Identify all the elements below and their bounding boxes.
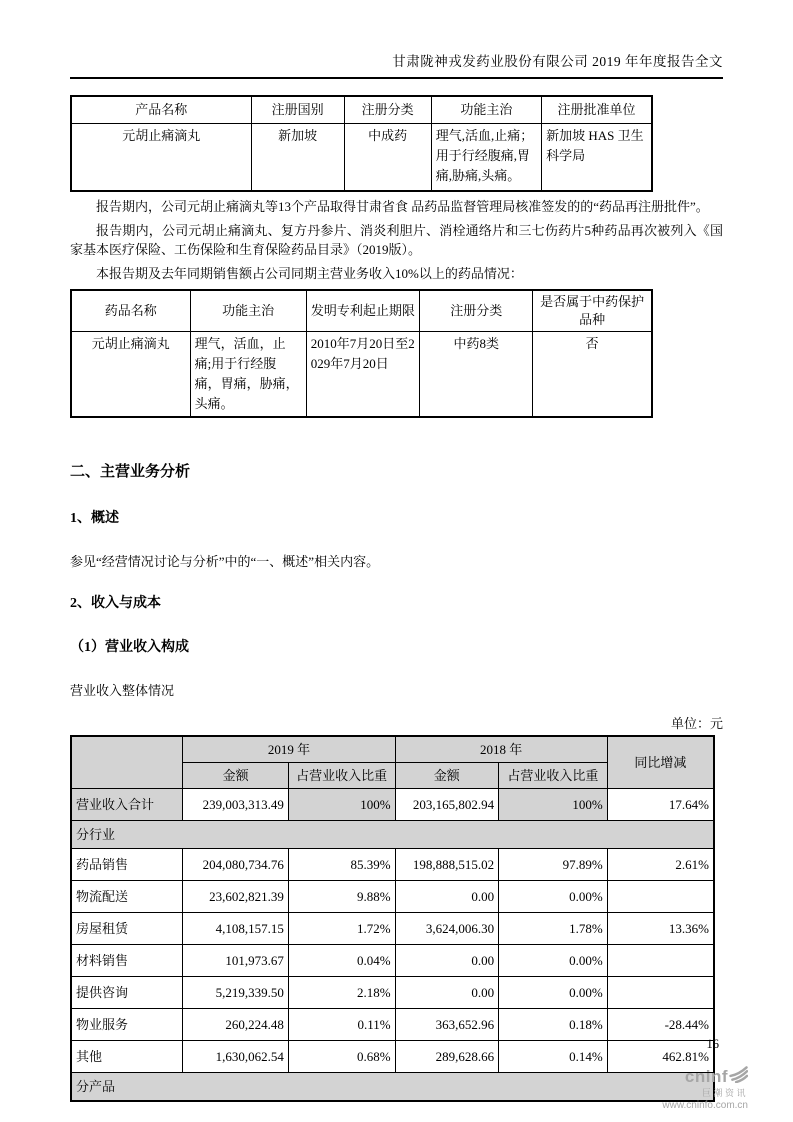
section-row — [71, 1073, 714, 1102]
cell-value: 101,973.67 — [183, 945, 288, 977]
revenue-table-caption: 营业收入整体情况 — [70, 683, 175, 698]
cell-value: 13.36% — [607, 913, 714, 945]
cell-value: 462.81% — [607, 1041, 714, 1073]
cell-value: 0.00 — [395, 881, 499, 913]
table-cell: 否 — [533, 332, 652, 418]
paragraph-drug-over-10pct: 本报告期及去年同期销售额占公司同期主营业务收入10%以上的药品情况： — [96, 266, 523, 281]
cell-value: 0.04% — [288, 945, 395, 977]
cell-value: 97.89% — [499, 849, 608, 881]
cell-value: 198,888,515.02 — [395, 849, 499, 881]
revenue-row — [71, 1041, 714, 1073]
cell-value: 0.00% — [499, 945, 608, 977]
column-group-2018: 2018 年 — [395, 736, 607, 763]
cell-value: 4,108,157.15 — [183, 913, 288, 945]
table-cell: 理气，活血，止痛;用于行经腹痛，胃痛，胁痛，头痛。 — [190, 332, 306, 418]
cell-value: 0.68% — [288, 1041, 395, 1073]
table-cell: 2010年7月20日至2029年7月20日 — [306, 332, 419, 418]
table-row — [71, 332, 652, 418]
table-cell: 新加坡 — [251, 124, 344, 192]
revenue-row — [71, 977, 714, 1009]
section-row — [71, 821, 714, 849]
logo-row — [662, 1066, 748, 1087]
cell-value — [607, 977, 714, 1009]
table-cell: 中成药 — [344, 124, 431, 192]
cell-value: 1.72% — [288, 913, 395, 945]
cell-value: 2.18% — [288, 977, 395, 1009]
cell-value: 2.61% — [607, 849, 714, 881]
row-label: 物流配送 — [71, 881, 183, 913]
corner-blank-cell — [71, 736, 183, 789]
table-cell: 中药8类 — [420, 332, 533, 418]
column-header: 注册国别 — [251, 96, 344, 124]
table-cell: 理气,活血,止痛；用于行经腹痛,胃痛,胁痛,头痛。 — [431, 124, 541, 192]
logo-chinese-name: 巨潮资讯 — [701, 1088, 748, 1098]
column-header-share-2019: 占营业收入比重 — [288, 763, 395, 789]
revenue-row — [71, 789, 714, 821]
cell-value: 1,630,062.54 — [183, 1041, 288, 1073]
table-row — [71, 124, 652, 192]
cninfo-logo — [662, 1066, 748, 1111]
cell-value: 0.18% — [499, 1009, 608, 1041]
column-header: 产品名称 — [71, 96, 251, 124]
subsection-heading-overview: 1、概述 — [70, 511, 119, 526]
cell-value: 204,080,734.76 — [183, 849, 288, 881]
row-label: 药品销售 — [71, 849, 183, 881]
table-header-row — [71, 736, 714, 763]
column-header: 注册批准单位 — [542, 96, 652, 124]
row-label: 房屋租赁 — [71, 913, 183, 945]
row-label: 提供咨询 — [71, 977, 183, 1009]
paragraph-reregistration: 报告期内，公司元胡止痛滴丸等13个产品取得甘肃省食 品药品监督管理局核准签发的的“药品再注册批件”。 — [96, 199, 709, 214]
page-number: 16 — [706, 1037, 719, 1051]
column-header: 注册分类 — [344, 96, 431, 124]
subsection-heading-revenue-cost: 2、收入与成本 — [70, 596, 161, 611]
unit-label: 单位：元 — [670, 716, 723, 731]
cell-value: 0.11% — [288, 1009, 395, 1041]
cell-value: 3,624,006.30 — [395, 913, 499, 945]
revenue-row — [71, 1009, 714, 1041]
column-header: 发明专利起止期限 — [306, 290, 419, 332]
swirl-icon — [729, 1066, 748, 1087]
cell-value: 289,628.66 — [395, 1041, 499, 1073]
column-header: 是否属于中药保护品种 — [533, 290, 652, 332]
column-header-amount-2019: 金额 — [183, 763, 288, 789]
cell-value: 363,652.96 — [395, 1009, 499, 1041]
cell-value: 0.14% — [499, 1041, 608, 1073]
column-header: 功能主治 — [431, 96, 541, 124]
cell-value: 100% — [499, 789, 608, 821]
column-header: 药品名称 — [71, 290, 190, 332]
column-header: 功能主治 — [190, 290, 306, 332]
table-cell: 新加坡 HAS 卫生科学局 — [542, 124, 652, 192]
section-heading-main-business: 二、主营业务分析 — [70, 464, 191, 480]
column-header-share-2018: 占营业收入比重 — [499, 763, 608, 789]
column-header: 注册分类 — [420, 290, 533, 332]
row-label: 物业服务 — [71, 1009, 183, 1041]
cell-value: 0.00% — [499, 977, 608, 1009]
revenue-composition-table — [70, 735, 715, 1102]
logo-wordmark: cninf — [684, 1067, 728, 1086]
revenue-row — [71, 945, 714, 977]
page-header-title: 甘肃陇神戎发药业股份有限公司 2019 年年度报告全文 — [70, 50, 723, 79]
revenue-row — [71, 849, 714, 881]
cell-value: 85.39% — [288, 849, 395, 881]
cell-value: -28.44% — [607, 1009, 714, 1041]
section-label: 分行业 — [71, 821, 714, 849]
cell-value: 0.00 — [395, 945, 499, 977]
table-header-row — [71, 290, 652, 332]
section-label: 分产品 — [71, 1073, 714, 1102]
cell-value: 5,219,339.50 — [183, 977, 288, 1009]
cell-value: 239,003,313.49 — [183, 789, 288, 821]
cell-value: 0.00% — [499, 881, 608, 913]
row-label: 其他 — [71, 1041, 183, 1073]
column-header-amount-2018: 金额 — [395, 763, 499, 789]
cell-value: 17.64% — [607, 789, 714, 821]
row-label: 材料销售 — [71, 945, 183, 977]
logo-url: www.cninfo.com.cn — [662, 1100, 748, 1111]
product-registration-table — [70, 95, 653, 192]
cell-value: 260,224.48 — [183, 1009, 288, 1041]
cell-value: 9.88% — [288, 881, 395, 913]
column-group-2019: 2019 年 — [183, 736, 395, 763]
table-cell: 元胡止痛滴丸 — [71, 332, 190, 418]
row-label: 营业收入合计 — [71, 789, 183, 821]
cell-value: 100% — [288, 789, 395, 821]
cell-value: 203,165,802.94 — [395, 789, 499, 821]
cell-value — [607, 881, 714, 913]
drug-patent-table — [70, 289, 653, 418]
revenue-row — [71, 881, 714, 913]
cell-value: 1.78% — [499, 913, 608, 945]
cell-value: 0.00 — [395, 977, 499, 1009]
item-heading-revenue-composition: （1）营业收入构成 — [70, 640, 189, 655]
paragraph-insurance-catalog: 报告期内，公司元胡止痛滴丸、复方丹参片、消炎利胆片、消栓通络片和三七伤药片5种药品再次被列入《国家基本医疗保险、工伤保险和生育保险药品目录》（2019版）。 — [70, 223, 723, 257]
revenue-row — [71, 913, 714, 945]
column-header-yoy: 同比增减 — [607, 736, 714, 789]
overview-reference-note: 参见“经营情况讨论与分析”中的“一、概述”相关内容。 — [70, 554, 380, 569]
table-cell: 元胡止痛滴丸 — [71, 124, 251, 192]
cell-value: 23,602,821.39 — [183, 881, 288, 913]
table-header-row — [71, 96, 652, 124]
cell-value — [607, 945, 714, 977]
